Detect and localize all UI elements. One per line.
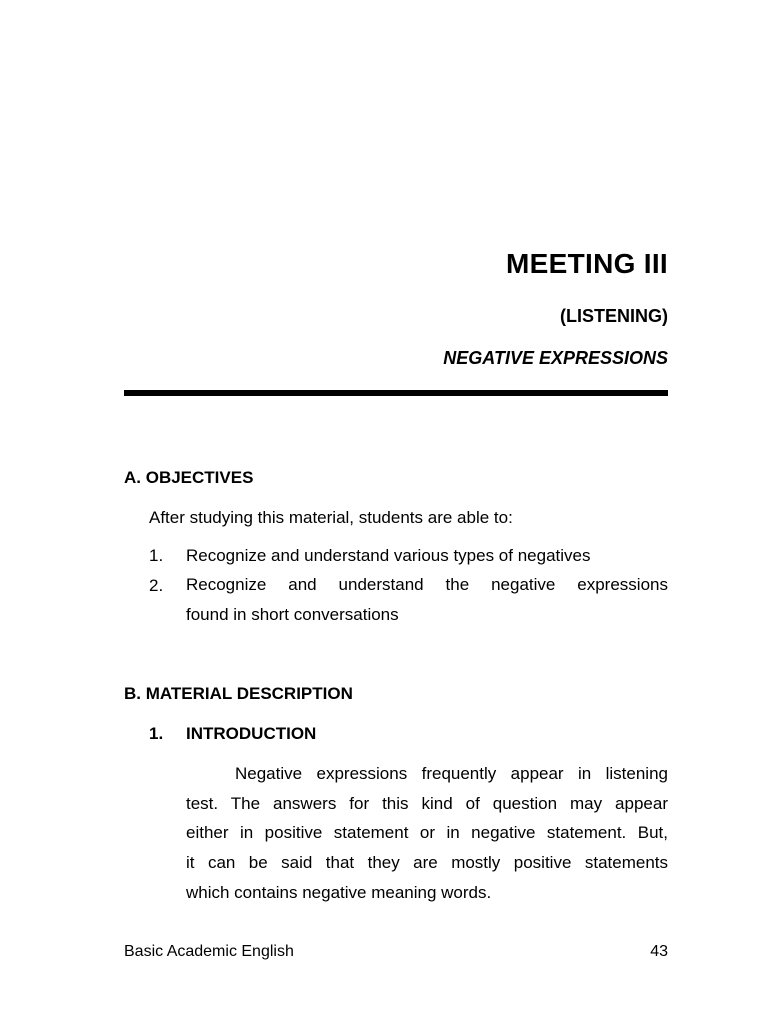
page-title: MEETING III [506,248,668,279]
objective-number: 1. [149,546,164,565]
paragraph-line: either in positive statement or in negative statement. But, [186,823,668,842]
paragraph-line: which contains negative meaning words. [186,883,492,902]
subsection-title: INTRODUCTION [186,724,317,743]
objectives-intro: After studying this material, students are able to: [149,508,513,527]
material-heading: B. MATERIAL DESCRIPTION [124,684,353,703]
title-divider [124,390,668,396]
paragraph-line: it can be said that they are mostly positive statements [186,853,668,872]
objective-text: found in short conversations [186,605,399,624]
paragraph-line: Negative expressions frequently appear in listening [235,764,668,783]
objectives-heading: A. OBJECTIVES [124,468,254,487]
topic-title: NEGATIVE EXPRESSIONS [443,348,668,368]
objective-text: Recognize and understand the negative expressions [186,575,668,594]
objective-number: 2. [149,576,164,595]
section-label: (LISTENING) [560,306,668,326]
page-number: 43 [650,943,668,960]
paragraph-line: test. The answers for this kind of question may appear [186,794,668,813]
subsection-number: 1. [149,724,164,743]
footer-book-title: Basic Academic English [124,943,294,960]
objective-text: Recognize and understand various types of negatives [186,546,591,565]
